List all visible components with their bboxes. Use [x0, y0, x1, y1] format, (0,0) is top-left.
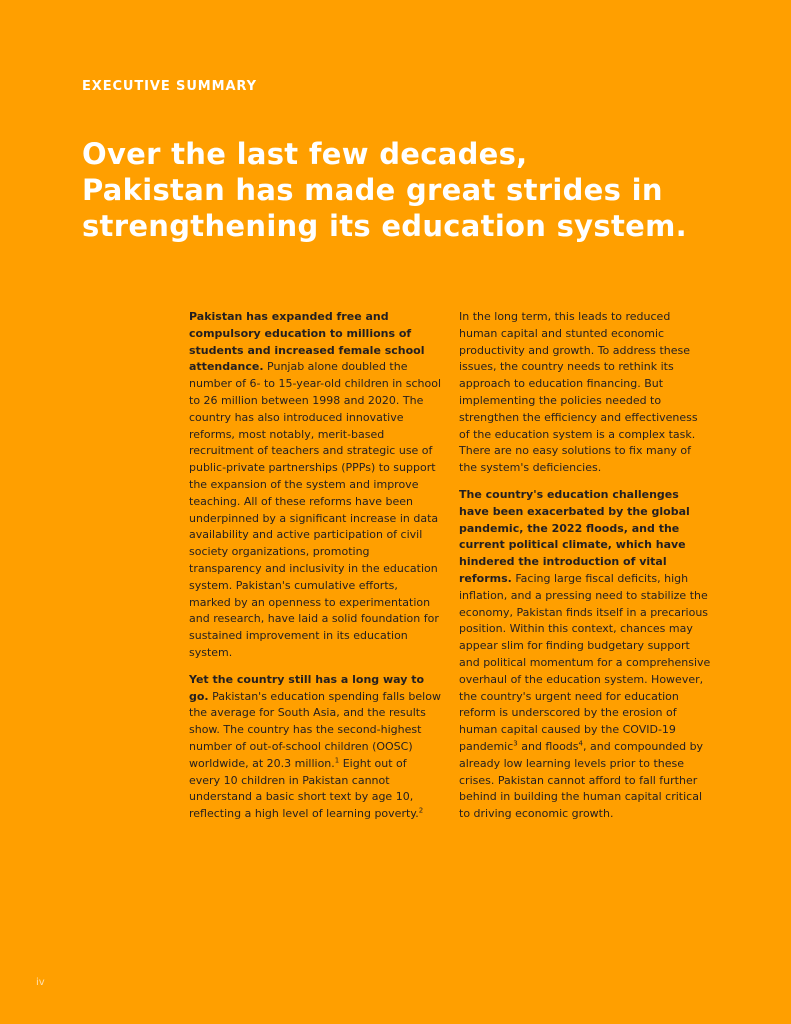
- footnote-ref: 2: [418, 806, 424, 815]
- paragraph-lead: Yet the country still has a long way to go.: [189, 672, 425, 703]
- paragraph-body: Eight out of every 10 children in Pakistan cannot understand a basic short text by age 10, reflecting a high level of learning poverty.: [189, 756, 419, 821]
- paragraph-body: Facing large fiscal deficits, high inflation, and a pressing need to stabilize the economy, Pakistan finds itself in a precarious position. Within this context, chances may appear slim for finding budgetary support and political momentum for a comprehensive overhaul of the education system. However, the country's urgent need for education reform is underscored by the erosion of human capital caused by the COVID-19 pandemic: [459, 571, 711, 753]
- headline-line: strengthening its education system.: [82, 209, 687, 243]
- eyebrow-label: EXECUTIVE SUMMARY: [82, 79, 257, 94]
- paragraph-body: Pakistan's education spending falls below the average for South Asia, and the results show. The country has the second-highest number of out-of-school children (OOSC) worldwide, at 20.3 million.: [189, 689, 441, 770]
- left-column: [189, 309, 441, 833]
- page-headline: [82, 136, 722, 244]
- headline-line: Pakistan has made great strides in: [82, 173, 663, 207]
- paragraph-lead: The country's education challenges have been exacerbated by the global pandemic, the 2022 floods, and the current political climate, which have hindered the introduction of vital reforms.: [459, 487, 690, 585]
- paragraph-lead: Pakistan has expanded free and compulsory education to millions of students and increased female school attendance.: [189, 310, 425, 374]
- paragraph: [459, 487, 711, 823]
- paragraph: In the long term, this leads to reduced human capital and stunted economic productivity and growth. To address these issues, the country needs to rethink its approach to education financing. But implementing the policies needed to strengthen the efficiency and effectiveness of the education system is a complex task. There are no easy solutions to fix many of the system's deficiencies.: [459, 310, 698, 475]
- page-number: iv: [36, 977, 45, 988]
- footnote-ref: 1: [334, 756, 340, 765]
- paragraph: [189, 672, 441, 823]
- paragraph-body: and floods: [517, 739, 579, 753]
- footnote-ref: 3: [513, 739, 518, 748]
- headline-line: Over the last few decades,: [82, 137, 528, 171]
- paragraph-body: , and compounded by already low learning levels prior to these crises. Pakistan cannot afford to fall further behind in building the human capital critical to driving economic growth.: [459, 739, 704, 821]
- right-column: [459, 309, 711, 833]
- paragraph-body: Punjab alone doubled the number of 6- to 15-year-old children in school to 26 million between 1998 and 2020. The country has also introduced innovative reforms, most notably, merit-based recruitment of teachers and strategic use of public-private partnerships (PPPs) to support the expansion of the system and improve teaching. All of these reforms have been underpinned by a significant increase in data availability and active participation of civil society organizations, promoting transparency and inclusivity in the education system. Pakistan's cumulative efforts, marked by an openness to experimentation and research, have laid a solid foundation for sustained improvement in its education system.: [189, 360, 442, 659]
- footnote-ref: 4: [578, 739, 583, 748]
- paragraph: [189, 309, 441, 662]
